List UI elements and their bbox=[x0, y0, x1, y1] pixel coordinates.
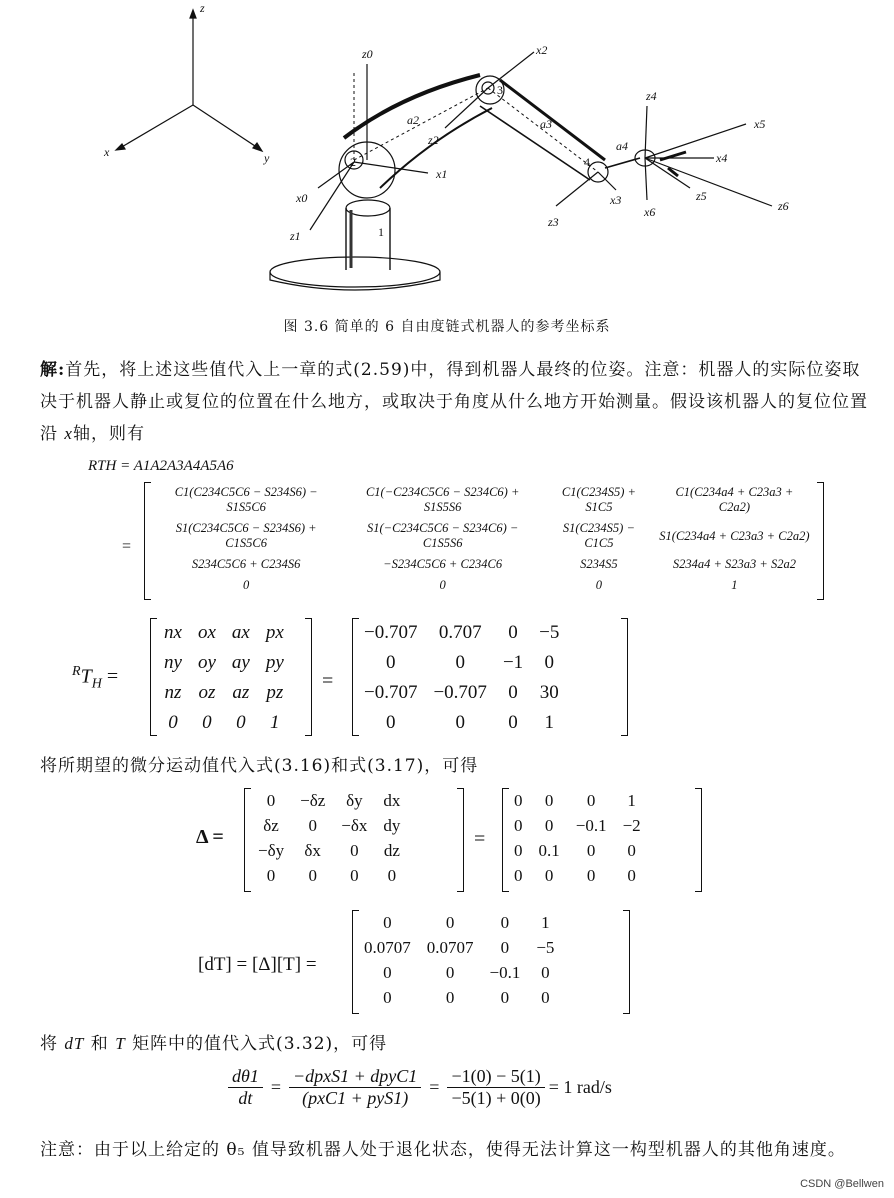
numeric-matrix-cell: −0.707 bbox=[364, 622, 418, 643]
numeric-matrix-cell: 0 bbox=[508, 622, 518, 643]
dT-matrix-cell: 0 bbox=[541, 988, 550, 1007]
dT-matrix-cell: −0.1 bbox=[489, 963, 521, 982]
joint-number-1: 1 bbox=[378, 225, 384, 239]
axis-label-x: x bbox=[104, 145, 110, 159]
delta-symbolic-cell: −δx bbox=[341, 816, 368, 835]
numeric-pose-matrix bbox=[352, 618, 628, 736]
general-matrix-row bbox=[150, 554, 814, 575]
label-x5: x5 bbox=[754, 117, 766, 131]
general-matrix-row bbox=[150, 518, 814, 554]
dT-matrix-cell: 0 bbox=[500, 913, 510, 932]
numeric-matrix-cell: 0.707 bbox=[438, 622, 482, 643]
general-matrix-cell: 0 bbox=[243, 578, 250, 592]
symbolic-matrix-cell: oz bbox=[198, 682, 216, 703]
dT-matrix-cell: 0.0707 bbox=[426, 938, 474, 957]
delta-numeric-cell: 1 bbox=[627, 791, 636, 810]
label-x2: x2 bbox=[536, 43, 548, 57]
numeric-matrix-row bbox=[356, 648, 567, 678]
delta-numeric-cell: −2 bbox=[622, 816, 641, 835]
symbolic-matrix-cell: nz bbox=[164, 682, 182, 703]
delta-symbolic-cell: dz bbox=[383, 841, 400, 860]
delta-numeric-row bbox=[506, 813, 649, 838]
delta-numeric-cell: 0 bbox=[514, 791, 523, 810]
symbolic-matrix-row bbox=[156, 678, 292, 708]
delta-symbolic-cell: 0 bbox=[308, 816, 317, 835]
delta-symbolic-cell: 0 bbox=[308, 866, 317, 885]
label-x0: x0 bbox=[296, 191, 308, 205]
dT-matrix-cell: 0 bbox=[445, 988, 455, 1007]
delta-numeric-row bbox=[506, 788, 649, 813]
numeric-matrix-cell: 1 bbox=[544, 712, 555, 733]
delta-symbolic-cell: −δy bbox=[258, 841, 285, 860]
numeric-matrix-cell: 0 bbox=[544, 652, 555, 673]
sentence3-c: 矩阵中的值代入式(3.32)，可得 bbox=[132, 1034, 388, 1054]
delta-numeric-row bbox=[506, 838, 649, 863]
sentence-substitute bbox=[40, 1028, 870, 1060]
solution-body: 首先，将上述这些值代入上一章的式(2.59)中，得到机器人最终的位姿。注意：机器人的实际位姿取决于机器人静止或复位的位置在什么地方，或取决于角度从什么地方开始测量。假设该机器人的复位位置沿 bbox=[40, 360, 868, 444]
general-matrix-cell: 0 bbox=[595, 578, 603, 592]
equals-sign-1: = bbox=[122, 538, 132, 555]
symbolic-matrix-cell: ay bbox=[231, 652, 250, 673]
delta-label: Δ = bbox=[196, 826, 224, 848]
label-z4: z4 bbox=[646, 89, 657, 103]
delta-symbolic-cell: 0 bbox=[387, 866, 397, 885]
sentence-differential: 将所期望的微分运动值代入式(3.16)和式(3.17)，可得 bbox=[40, 756, 479, 776]
delta-symbolic-cell: 0 bbox=[266, 866, 276, 885]
numeric-matrix-row bbox=[356, 678, 567, 708]
delta-symbolic-row bbox=[250, 863, 408, 888]
label-a4: a4 bbox=[616, 139, 628, 153]
numeric-matrix-row bbox=[356, 618, 567, 648]
dT-matrix-cell: 0 bbox=[445, 963, 455, 982]
sentence3-b: 和 bbox=[90, 1034, 109, 1054]
dT-matrix-row bbox=[356, 935, 562, 960]
general-matrix-row bbox=[150, 575, 814, 596]
general-matrix-cell: C1(C234a4 + C23a3 + C2a2) bbox=[675, 485, 794, 514]
delta-numeric-cell: −0.1 bbox=[575, 816, 607, 835]
symbolic-matrix-row bbox=[156, 708, 292, 738]
delta-numeric-cell: 0 bbox=[514, 816, 523, 835]
joint-number-4: 4 bbox=[584, 155, 590, 169]
dtheta-f2-den: −5(1) + 0(0) bbox=[451, 1088, 541, 1108]
delta-symbolic-cell: 0 bbox=[350, 866, 359, 885]
general-pose-matrix bbox=[144, 482, 824, 600]
dtheta-fraction-2 bbox=[447, 1066, 544, 1109]
numeric-matrix-cell: −1 bbox=[502, 652, 524, 673]
numeric-matrix-cell: 30 bbox=[539, 682, 559, 703]
delta-symbolic-cell: −δz bbox=[300, 791, 326, 810]
symbolic-pose-matrix bbox=[150, 618, 312, 736]
dT-matrix-cell: −5 bbox=[536, 938, 555, 957]
equals-sign-3: = bbox=[474, 828, 486, 850]
dtheta-lhs-fraction bbox=[228, 1066, 263, 1109]
delta-numeric-cell: 0 bbox=[627, 866, 636, 885]
dT-matrix-row bbox=[356, 910, 562, 935]
numeric-matrix-cell: −0.707 bbox=[433, 682, 487, 703]
delta-numeric-matrix bbox=[502, 788, 702, 892]
dT-matrix-cell: 0 bbox=[541, 963, 550, 982]
label-a3: a3 bbox=[540, 117, 552, 131]
dtheta-equation: dθ1 dt = −dpxS1 + dpyC1 (pxC1 + pyS1) = −1(0) − 5(1) −5(1) + 0(0) = 1 rad/s bbox=[228, 1066, 612, 1109]
dT-matrix-cell: 0 bbox=[445, 913, 455, 932]
symbolic-matrix-cell: ax bbox=[231, 622, 250, 643]
delta-symbolic-row bbox=[250, 788, 408, 813]
label-x6: x6 bbox=[644, 205, 656, 219]
delta-numeric-cell: 0.1 bbox=[538, 841, 560, 860]
sentence3-dT: dT bbox=[64, 1034, 85, 1053]
robot-frame-figure bbox=[0, 0, 894, 310]
joint-number-3: 3 bbox=[497, 83, 503, 97]
figure-caption: 图 3.6 简单的 6 自由度链式机器人的参考坐标系 bbox=[283, 319, 611, 335]
general-matrix-cell: S1(−C234C5C6 − S234C6) − C1S5S6 bbox=[366, 521, 519, 550]
label-z1: z1 bbox=[290, 229, 301, 243]
general-matrix-cell: S1(C234S5) − C1C5 bbox=[562, 521, 635, 550]
numeric-matrix-cell: −0.707 bbox=[364, 682, 418, 703]
sentence3-a: 将 bbox=[40, 1034, 58, 1054]
general-matrix-cell: S234C5C6 + C234S6 bbox=[191, 557, 301, 571]
rth-label: $^RT_H$ = bbox=[72, 664, 119, 692]
numeric-matrix-cell: 0 bbox=[508, 682, 518, 703]
symbolic-matrix-cell: ny bbox=[164, 652, 182, 673]
delta-symbolic-cell: δz bbox=[263, 816, 279, 835]
symbolic-matrix-cell: px bbox=[265, 622, 284, 643]
symbolic-matrix-cell: nx bbox=[164, 622, 182, 643]
delta-numeric-cell: 0 bbox=[514, 866, 523, 885]
dtheta-f2-num: −1(0) − 5(1) bbox=[451, 1066, 541, 1086]
delta-numeric-cell: 0 bbox=[544, 791, 554, 810]
numeric-matrix-cell: 0 bbox=[508, 712, 518, 733]
numeric-matrix-cell: 0 bbox=[455, 712, 465, 733]
solution-paragraph bbox=[40, 354, 870, 450]
delta-numeric-cell: 0 bbox=[627, 841, 636, 860]
dT-matrix-row bbox=[356, 960, 562, 985]
solution-axis: x bbox=[64, 424, 73, 443]
general-matrix-cell: −S234C5C6 + C234C6 bbox=[383, 557, 503, 571]
watermark: CSDN @Bellwen bbox=[800, 1178, 884, 1190]
label-z0: z0 bbox=[362, 47, 373, 61]
symbolic-matrix-cell: 0 bbox=[202, 712, 212, 733]
delta-symbolic-cell: δy bbox=[346, 791, 363, 810]
label-x1: x1 bbox=[436, 167, 448, 181]
axis-label-y: y bbox=[264, 151, 270, 165]
dtheta-f1-den: (pxC1 + pyS1) bbox=[302, 1088, 409, 1108]
general-matrix-cell: C1(C234C5C6 − S234S6) − S1S5C6 bbox=[174, 485, 318, 514]
label-a2: a2 bbox=[407, 113, 419, 127]
delta-symbolic-matrix bbox=[244, 788, 464, 892]
general-matrix-row bbox=[150, 482, 814, 518]
delta-numeric-row bbox=[506, 863, 649, 888]
dT-matrix-cell: 0.0707 bbox=[364, 938, 411, 957]
note-paragraph: 注意：由于以上给定的 θ₅ 值导致机器人处于退化状态，使得无法计算这一构型机器人的其他角速度。 bbox=[40, 1140, 846, 1160]
numeric-matrix-cell: 0 bbox=[385, 652, 396, 673]
dtheta-fraction-1 bbox=[289, 1066, 421, 1109]
symbolic-matrix-cell: ox bbox=[197, 622, 216, 643]
symbolic-matrix-cell: 1 bbox=[270, 712, 280, 733]
dT-matrix-cell: 0 bbox=[383, 963, 392, 982]
dT-matrix-cell: 0 bbox=[500, 988, 510, 1007]
delta-numeric-cell: 0 bbox=[586, 866, 596, 885]
symbolic-matrix-cell: oy bbox=[197, 652, 216, 673]
general-matrix-cell: C1(C234S5) + S1C5 bbox=[561, 485, 636, 514]
general-matrix-cell: S234a4 + S23a3 + S2a2 bbox=[672, 557, 796, 571]
general-matrix-cell: 1 bbox=[731, 578, 738, 592]
label-x3: x3 bbox=[610, 193, 622, 207]
symbolic-matrix-cell: 0 bbox=[168, 712, 178, 733]
joint-number-2: 2 bbox=[350, 155, 356, 169]
equals-sign-2: = bbox=[322, 670, 334, 692]
symbolic-matrix-cell: 0 bbox=[236, 712, 246, 733]
label-z3: z3 bbox=[548, 215, 559, 229]
dT-label: [dT] = [Δ][T] = bbox=[198, 954, 317, 975]
symbolic-matrix-cell: az bbox=[232, 682, 250, 703]
rth-product: RTH = A1A2A3A4A5A6 bbox=[88, 458, 234, 474]
symbolic-matrix-row bbox=[156, 648, 292, 678]
dtheta-lhs-den: dt bbox=[238, 1088, 253, 1108]
delta-numeric-cell: 0 bbox=[544, 816, 554, 835]
numeric-matrix-cell: −5 bbox=[539, 622, 560, 643]
delta-symbolic-cell: dx bbox=[383, 791, 401, 810]
dtheta-f1-num: −dpxS1 + dpyC1 bbox=[293, 1066, 418, 1086]
general-matrix-cell: S1(C234C5C6 − S234S6) + C1S5C6 bbox=[175, 521, 317, 550]
solution-end: 轴，则有 bbox=[72, 424, 145, 444]
delta-numeric-cell: 0 bbox=[586, 841, 596, 860]
dT-matrix-cell: 0 bbox=[383, 913, 392, 932]
dT-matrix-row bbox=[356, 985, 562, 1010]
delta-symbolic-row bbox=[250, 813, 408, 838]
general-matrix-cell: S234S5 bbox=[580, 557, 618, 571]
general-matrix-cell: 0 bbox=[439, 578, 446, 592]
delta-symbolic-cell: δx bbox=[304, 841, 321, 860]
dtheta-result: = 1 rad/s bbox=[548, 1077, 612, 1097]
solution-label: 解: bbox=[40, 360, 66, 380]
label-z5: z5 bbox=[696, 189, 707, 203]
label-z2: z2 bbox=[428, 133, 439, 147]
label-x4: x4 bbox=[716, 151, 728, 165]
label-z6: z6 bbox=[778, 199, 789, 213]
dT-matrix bbox=[352, 910, 630, 1014]
symbolic-matrix-cell: py bbox=[265, 652, 284, 673]
sentence3-T: T bbox=[115, 1034, 126, 1053]
dT-matrix-cell: 0 bbox=[383, 988, 392, 1007]
numeric-matrix-cell: 0 bbox=[385, 712, 396, 733]
dT-matrix-cell: 0 bbox=[500, 938, 510, 957]
symbolic-matrix-cell: pz bbox=[266, 682, 284, 703]
symbolic-matrix-row bbox=[156, 618, 292, 648]
general-matrix-cell: C1(−C234C5C6 − S234C6) + S1S5S6 bbox=[365, 485, 520, 514]
delta-symbolic-cell: 0 bbox=[350, 841, 359, 860]
delta-symbolic-cell: dy bbox=[383, 816, 401, 835]
delta-numeric-cell: 0 bbox=[514, 841, 523, 860]
numeric-matrix-cell: 0 bbox=[455, 652, 465, 673]
delta-symbolic-cell: 0 bbox=[266, 791, 276, 810]
dtheta-lhs-num: dθ1 bbox=[232, 1066, 259, 1086]
delta-numeric-cell: 0 bbox=[586, 791, 596, 810]
axis-label-z: z bbox=[200, 1, 205, 15]
delta-numeric-cell: 0 bbox=[544, 866, 554, 885]
dT-matrix-cell: 1 bbox=[541, 913, 550, 932]
delta-symbolic-row bbox=[250, 838, 408, 863]
numeric-matrix-row bbox=[356, 708, 567, 738]
general-matrix-cell: S1(C234a4 + C23a3 + C2a2) bbox=[659, 528, 810, 543]
